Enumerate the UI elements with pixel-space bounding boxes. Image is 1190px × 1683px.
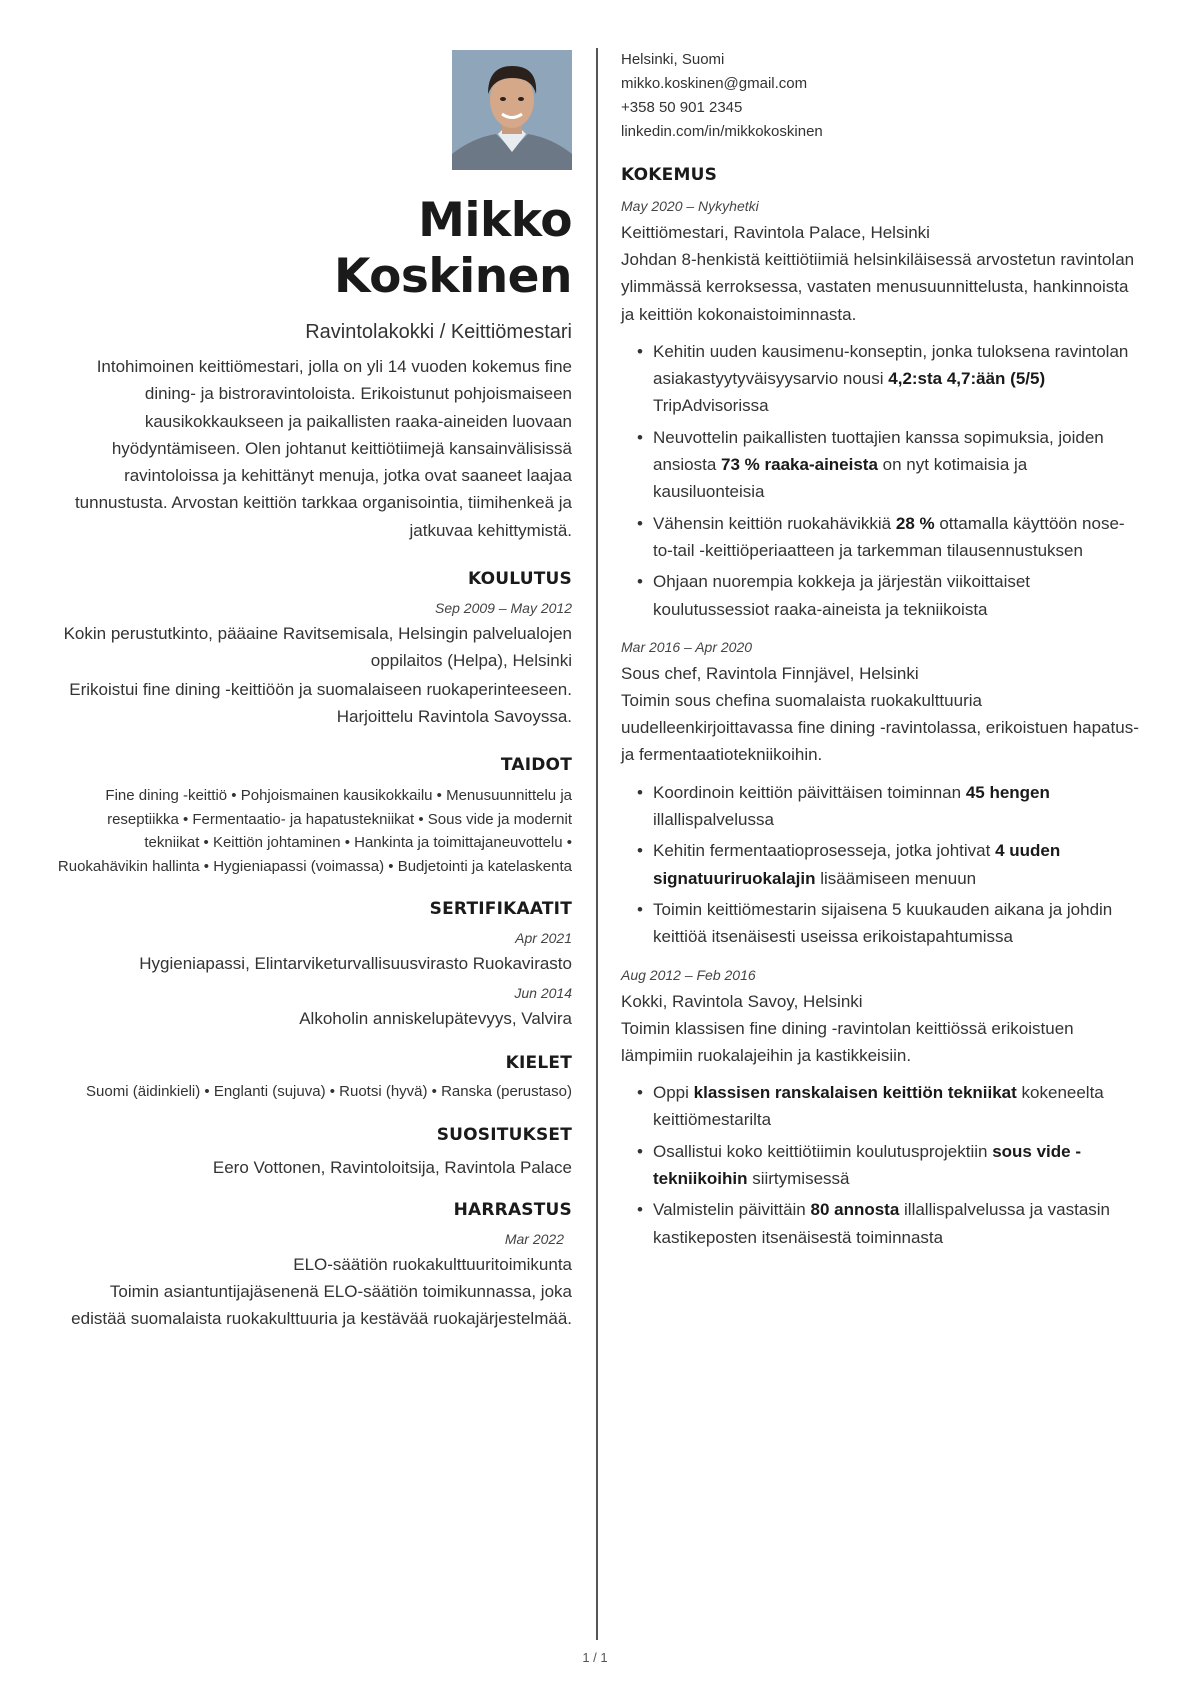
section-title-experience: KOKEMUS <box>621 165 718 185</box>
right-column <box>621 48 1141 1255</box>
left-column <box>52 50 572 1332</box>
contact-phone[interactable]: +358 50 901 2345 <box>621 99 743 116</box>
job-date: Aug 2012 – Feb 2016 <box>621 966 756 983</box>
section-title-references: SUOSITUKSET <box>436 1124 572 1145</box>
job-date: Mar 2016 – Apr 2020 <box>621 638 753 655</box>
first-name: Mikko <box>418 193 572 248</box>
job-entry <box>621 637 1141 951</box>
contact-linkedin[interactable]: linkedin.com/in/mikkokoskinen <box>621 123 823 140</box>
section-title-certificates: SERTIFIKAATIT <box>429 899 572 920</box>
column-divider <box>596 48 598 1640</box>
hobby-description: Toimin asiantuntijajäsenenä ELO-säätiön toimikunnassa, joka edistää suomalaista ruokakulttuuria ja kestävää ruokajärjestelmää. <box>71 1281 572 1328</box>
job-achievements <box>621 1079 1141 1251</box>
job-title: Kokki, Ravintola Savoy, Helsinki <box>621 991 863 1011</box>
job-achievements <box>621 338 1141 623</box>
job-description: Toimin sous chefina suomalaista ruokakulttuuria uudelleenkirjoittavassa fine dining -ravintolassa, erikoistuen hapatus- ja fermentaatiotekniikoihin. <box>621 690 1139 765</box>
job-description: Toimin klassisen fine dining -ravintolan keittiössä erikoistuen lämpimiin ruokalajeihin ja kastikkeisiin. <box>621 1018 1074 1065</box>
achievement-item: • Koordinoin keittiön päivittäisen toiminnan 45 hengen illallispalvelussa <box>621 779 1141 834</box>
job-date: May 2020 – Nykyhetki <box>621 198 759 214</box>
section-title-languages: KIELET <box>505 1053 572 1074</box>
reference-entry: Eero Vottonen, Ravintoloitsija, Ravintola Palace <box>212 1157 572 1177</box>
achievement-item: • Osallistui koko keittiötiimin koulutusprojektiin sous vide -tekniikoihin siirtymisessä <box>621 1138 1141 1193</box>
achievement-item: • Kehitin uuden kausimenu-konseptin, jonka tuloksena ravintolan asiakastyytyväisyysarvio nousi 4,2:sta 4,7:ään (5/5) TripAdvisorissa <box>621 338 1141 420</box>
section-title-hobby: HARRASTUS <box>453 1199 572 1220</box>
job-role: Ravintolakokki / Keittiömestari <box>305 321 572 343</box>
job-description: Johdan 8-henkistä keittiötiimiä helsinkiläisessä arvostetun ravintolan ylimmässä kerroksessa, vastaten menusuunnittelusta, hankinnoista ja keittiön kokonaistoiminnasta. <box>621 250 1135 324</box>
candidate-name <box>52 193 572 305</box>
job-entry <box>621 196 1141 623</box>
achievement-item: • Valmistelin päivittäin 80 annosta illallispalvelussa ja vastasin kastikeposten itsenäisestä toiminnasta <box>621 1196 1141 1251</box>
achievement-item: • Oppi klassisen ranskalaisen keittiön tekniikat kokeneelta keittiömestarilta <box>621 1079 1141 1134</box>
profile-photo <box>452 50 572 170</box>
page-number: 1 / 1 <box>582 1650 608 1665</box>
certificate-name: Alkoholin anniskelupätevyys, Valvira <box>299 1009 572 1029</box>
achievement-item: • Kehitin fermentaatioprosesseja, jotka johtivat 4 uuden signatuuriruokalajin lisäämiseen menuun <box>621 837 1141 892</box>
achievement-item: • Toimin keittiömestarin sijaisena 5 kuukauden aikana ja johdin keittiöä itsenäisesti useissa erikoistapahtumissa <box>621 896 1141 951</box>
last-name: Koskinen <box>333 249 572 304</box>
job-entry <box>621 965 1141 1251</box>
certificate-date: Jun 2014 <box>514 985 572 1002</box>
hobby-date: Mar 2022 <box>504 1230 564 1247</box>
section-title-education: KOULUTUS <box>468 569 572 590</box>
education-date: Sep 2009 – May 2012 <box>435 600 572 617</box>
education-degree: Kokin perustutkinto, pääaine Ravitsemisala, Helsingin palvelualojen oppilaitos (Helpa), Helsinki <box>63 624 572 671</box>
section-title-skills: TAIDOT <box>500 755 572 776</box>
certificate-name: Hygieniapassi, Elintarviketurvallisuusvirasto Ruokavirasto <box>139 954 572 974</box>
contact-email[interactable]: mikko.koskinen@gmail.com <box>621 75 808 92</box>
achievement-item: • Vähensin keittiön ruokahävikkiä 28 % ottamalla käyttöön nose-to-tail -keittiöperiaatteen ja tarkemman tilausennustuksen <box>621 510 1141 565</box>
profile-summary: Intohimoinen keittiömestari, jolla on yli 14 vuoden kokemus fine dining- ja bistroravintoloista. Erikoistunut pohjoismaiseen kausikokkaukseen ja paikallisten raaka-aineiden luovaan hyödyntämiseen. Olen johtanut keittiötiimejä kansainvälisissä ravintoloissa ja kehittänyt menuja, jotka ovat saaneet laajaa tunnustusta. Arvostan keittiön tarkkaa organisointia, tiimihenkeä ja jatkuvaa kehittymistä. <box>74 357 572 540</box>
certificate-date: Apr 2021 <box>515 930 572 947</box>
job-title: Keittiömestari, Ravintola Palace, Helsinki <box>621 223 930 242</box>
education-description: Erikoistui fine dining -keittiöön ja suomalaiseen ruokaperinteeseen. Harjoittelu Ravintola Savoyssa. <box>69 680 572 727</box>
job-title: Sous chef, Ravintola Finnjävel, Helsinki <box>621 663 919 683</box>
job-achievements <box>621 779 1141 951</box>
achievement-item: • Ohjaan nuorempia kokkeja ja järjestän viikoittaiset koulutussessiot raaka-aineista ja tekniikoista <box>621 568 1141 623</box>
languages-list: Suomi (äidinkieli) • Englanti (sujuva) • Ruotsi (hyvä) • Ranska (perustaso) <box>86 1083 572 1101</box>
contact-city: Helsinki, Suomi <box>621 51 725 68</box>
hobby-name: ELO-säätiön ruokakulttuuritoimikunta <box>293 1254 572 1274</box>
skills-list: Fine dining -keittiö • Pohjoismainen kausikokkailu • Menusuunnittelu ja reseptiikka • Fermentaatio- ja hapatustekniikat • Sous vide ja modernit tekniikat • Keittiön johtaminen • Hankinta ja toimittajaneuvottelu • Ruokahävikin hallinta • Hygieniapassi (voimassa) • Budjetointi ja katelaskenta <box>57 787 572 875</box>
achievement-item: • Neuvottelin paikallisten tuottajien kanssa sopimuksia, joiden ansiosta 73 % raaka-aineista on nyt kotimaisia ja kausiluonteisia <box>621 424 1141 506</box>
